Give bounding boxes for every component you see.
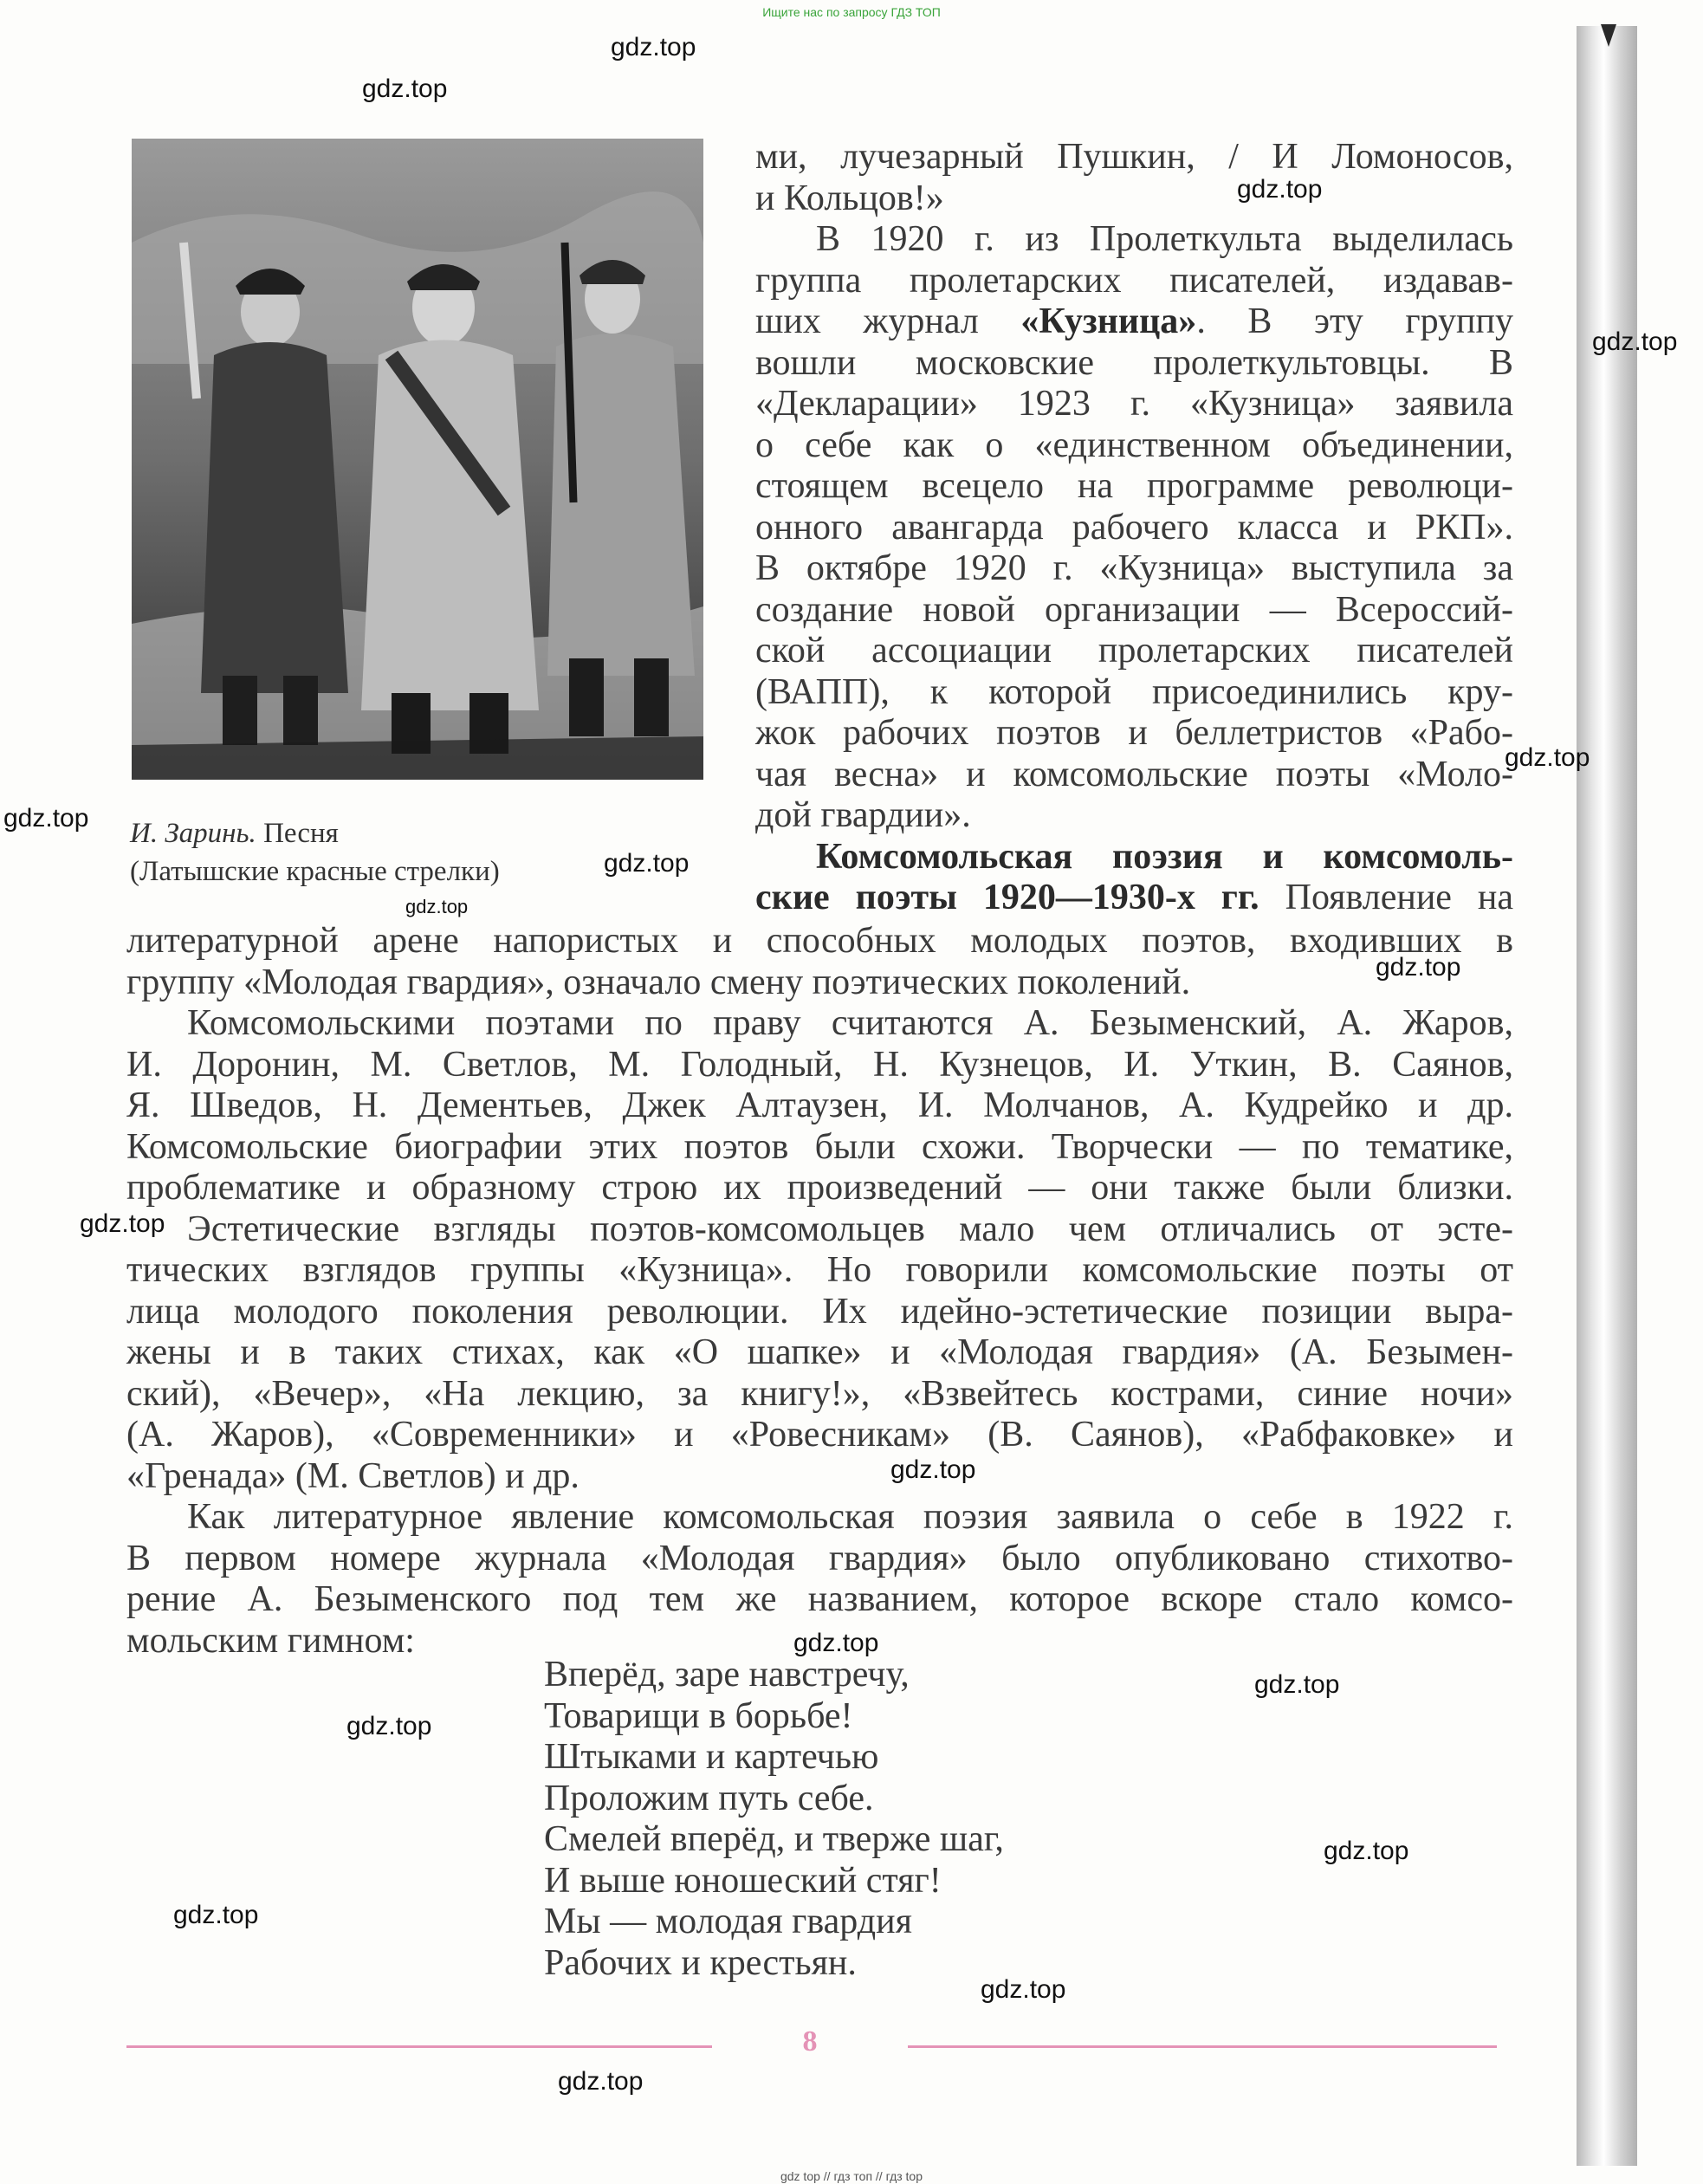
text-line: стоящем всецело на программе революци-: [755, 466, 1513, 506]
top-search-link[interactable]: Ищите нас по запросу ГДЗ ТОП: [762, 5, 941, 19]
text-line: вошли московские пролеткультовцы. В: [755, 342, 1513, 383]
text-line: жены и в таких стихах, как «О шапке» и «Молодая гвардия» (А. Безымен-: [126, 1332, 1513, 1372]
caption-subtitle: (Латышские красные стрелки): [130, 856, 500, 887]
watermark: gdz.top: [558, 2067, 644, 2096]
painting-illustration: [132, 139, 703, 780]
text-line: Эстетические взгляды поэтов-комсомольцев мало чем отличались от эсте-: [187, 1209, 1513, 1249]
spine-notch: [1601, 24, 1616, 47]
watermark: gdz.top: [981, 1975, 1066, 2004]
text-line: Комсомольскими поэтами по праву считаются А. Безыменский, А. Жаров,: [187, 1003, 1513, 1043]
text-line: мольским гимном:: [126, 1620, 415, 1661]
text-line: В первом номере журнала «Молодая гвардия» было опубликовано стихотво-: [126, 1538, 1513, 1578]
watermark: gdz.top: [173, 1901, 259, 1929]
text-line: ской ассоциации пролетарских писателей: [755, 631, 1513, 671]
text-line: (ВАПП), к которой присоединились кру-: [755, 671, 1513, 712]
text-line: ми, лучезарный Пушкин, / И Ломоносов,: [755, 137, 1513, 177]
poem-line: Вперёд, заре навстречу,: [544, 1655, 910, 1695]
footer-rule-right: [908, 2045, 1497, 2048]
text-line: и Кольцов!»: [755, 178, 944, 218]
section-heading-line2: ские поэты 1920—1930-х гг. Появление на: [755, 878, 1513, 917]
watermark: gdz.top: [1376, 953, 1461, 982]
text-line: онного авангарда рабочего класса и РКП».: [755, 507, 1513, 548]
text-line: И. Доронин, М. Светлов, М. Голодный, Н. Кузнецов, И. Уткин, В. Саянов,: [126, 1044, 1513, 1085]
poem-line: Смелей вперёд, и тверже шаг,: [544, 1819, 1004, 1859]
watermark: gdz.top: [3, 804, 89, 833]
caption-author: И. Заринь.: [130, 818, 256, 849]
watermark: gdz.top: [890, 1455, 976, 1484]
poem-stanza: [544, 1655, 1004, 1984]
text-line: Я. Шведов, Н. Дементьев, Джек Алтаузен, И. Молчанов, А. Кудрейко и др.: [126, 1086, 1513, 1125]
poem-line: Проложим путь себе.: [544, 1778, 874, 1818]
watermark: gdz.top: [604, 849, 690, 878]
watermark: gdz.top: [362, 75, 448, 103]
watermark: gdz.top: [80, 1209, 165, 1238]
text-line: ский), «Вечер», «На лекцию, за книгу!», «Взвейтесь кострами, синие ночи»: [126, 1373, 1513, 1414]
text-line: Как литературное явление комсомольская поэзия заявила о себе в 1922 г.: [187, 1497, 1513, 1537]
poem-line: И выше юношеский стяг!: [544, 1860, 942, 1901]
journal-name-kuznitsa: «Кузница»: [1020, 301, 1197, 341]
poem-line: Мы — молодая гвардия: [544, 1902, 912, 1941]
section-heading: Комсомольская поэзия и комсомоль-: [816, 836, 1513, 877]
text-line: о себе как о «единственном объединении,: [755, 424, 1513, 465]
watermark: gdz.top: [1592, 327, 1678, 356]
text-line: группа пролетарских писателей, издавав-: [755, 260, 1513, 301]
poem-line: Штыками и картечью: [544, 1737, 879, 1777]
text-line: литературной арене напористых и способных молодых поэтов, входивших в: [126, 921, 1513, 961]
text-line-kuznitsa: ших журнал «Кузница». В эту группу: [755, 301, 1513, 341]
text-line: «Декларации» 1923 г. «Кузница» заявила: [755, 384, 1513, 424]
text-line: В октябре 1920 г. «Кузница» выступила за: [755, 548, 1513, 588]
poem-line: Товарищи в борьбе!: [544, 1695, 853, 1736]
text-line: (А. Жаров), «Современники» и «Ровесникам» (В. Саянов), «Рабфаковке» и: [126, 1415, 1513, 1455]
text-line: жок рабочих поэтов и беллетристов «Рабо-: [755, 713, 1513, 753]
text-line: чая весна» и комсомольские поэты «Моло-: [755, 754, 1513, 794]
page-number: 8: [802, 2025, 818, 2058]
right-column-text: [755, 137, 1513, 919]
bottom-site-links[interactable]: gdz top // гдз топ // гдз top: [780, 2169, 923, 2183]
text-line: дой гвардии».: [755, 795, 971, 835]
footer-rule-left: [126, 2045, 712, 2048]
watermark: gdz.top: [346, 1712, 432, 1740]
text-line: Комсомольские биографии этих поэтов были схожи. Творчески — по тематике,: [126, 1126, 1513, 1167]
watermark: gdz.top: [1324, 1837, 1409, 1865]
caption-title: Песня: [256, 818, 339, 849]
watermark: gdz.top: [1505, 743, 1590, 772]
figure-caption: [130, 814, 580, 891]
watermark: gdz.top: [611, 33, 696, 62]
watermark: gdz.top: [1254, 1670, 1340, 1699]
text-line: тических взглядов группы «Кузница». Но говорили комсомольские поэты от: [126, 1250, 1513, 1290]
text-line: В 1920 г. из Пролеткульта выделилась: [816, 219, 1513, 259]
text-line: проблематике и образному строю их произведений — они также были близки.: [126, 1168, 1513, 1208]
text-line: рение А. Безыменского под тем же названием, которое вскоре стало комсо-: [126, 1579, 1513, 1619]
watermark: gdz.top: [1237, 175, 1323, 204]
full-width-text: [126, 921, 1513, 1662]
text-line: лица молодого поколения революции. Их идейно-эстетические позиции выра-: [126, 1291, 1513, 1332]
text-line: создание новой организации — Всероссий-: [755, 589, 1513, 630]
painting-soldiers-image: [132, 139, 703, 780]
watermark: gdz.top: [793, 1629, 879, 1657]
text-line: «Гренада» (М. Светлов) и др.: [126, 1455, 580, 1496]
text-line: группу «Молодая гвардия», означало смену поэтических поколений.: [126, 962, 1191, 1002]
watermark: gdz.top: [405, 896, 469, 917]
poem-line: Рабочих и крестьян.: [544, 1942, 857, 1983]
